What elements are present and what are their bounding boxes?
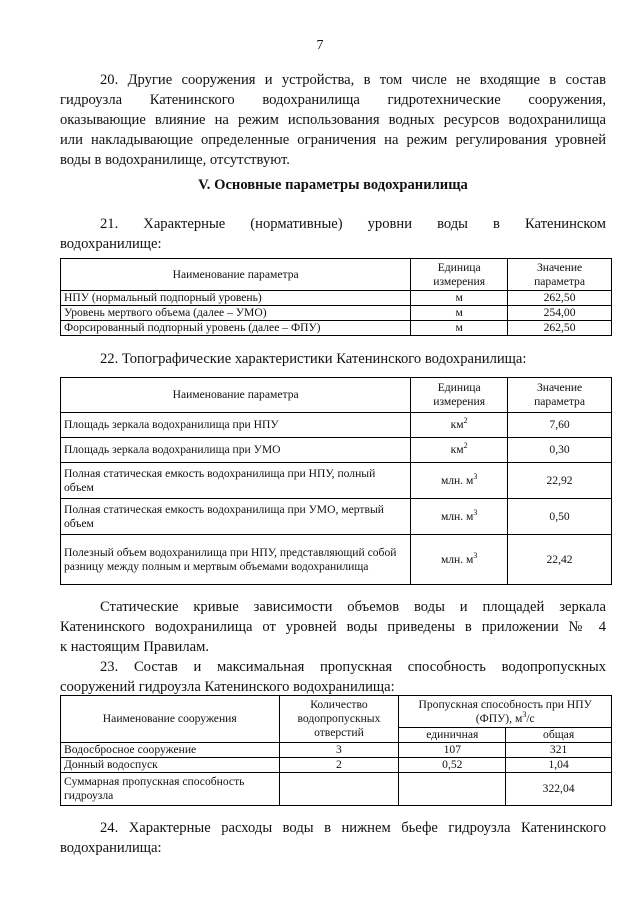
table-row <box>61 306 612 321</box>
table-cell: Площадь зеркала водохранилища при НПУ <box>61 413 411 438</box>
unit-cell: млн. $м^3$ <box>411 463 508 499</box>
paragraph-24-line-2: водохранилища: <box>60 840 162 856</box>
paragraph-20-line-1: 20. Другие сооружения и устройства, в том числе не входящие в состав <box>100 72 607 88</box>
table-cell: м <box>411 306 508 321</box>
table-row <box>61 291 612 306</box>
water-levels-table <box>60 258 612 336</box>
paragraph-21 <box>60 214 606 254</box>
column-header: Пропускная способность при НПУ (ФПУ), $м^3/с$ <box>399 696 612 728</box>
table-cell: 321 <box>506 743 612 758</box>
table-cell: 322,04 <box>506 773 612 806</box>
paragraph-20-line-4: или накладывающие определенные ограничения на режим регулирования уровней <box>60 132 606 148</box>
column-header: Наименование сооружения <box>61 696 280 743</box>
table-cell: 262,50 <box>508 291 612 306</box>
table-cell: Водосбросное сооружение <box>61 743 280 758</box>
unit-cell: $км^2$ <box>411 438 508 463</box>
paragraph-21-line-2: водохранилище: <box>60 236 162 252</box>
table-cell: 0,52 <box>399 758 506 773</box>
table-row <box>61 438 612 463</box>
table-cell: Суммарная пропускная способность гидроузла <box>61 773 280 806</box>
table-cell: м <box>411 321 508 336</box>
table-cell: 262,50 <box>508 321 612 336</box>
section-heading: V. Основные параметры водохранилища <box>198 177 468 193</box>
table-row <box>61 463 612 499</box>
table-header-row <box>61 259 612 291</box>
paragraph-20 <box>60 70 606 170</box>
paragraph-20-line-5: воды в водохранилище, отсутствуют. <box>60 152 290 168</box>
table-row <box>61 413 612 438</box>
table-header-row <box>61 696 612 728</box>
table-cell: 254,00 <box>508 306 612 321</box>
spillway-structures-table <box>60 695 612 806</box>
table-cell: Донный водоспуск <box>61 758 280 773</box>
paragraph-23-line-1: 23. Состав и максимальная пропускная способность водопропускных <box>100 659 606 675</box>
page-number: 7 <box>316 38 324 53</box>
table-cell: м <box>411 291 508 306</box>
table-row <box>61 535 612 585</box>
table-cell: 3 <box>279 743 399 758</box>
paragraph-24-line-1: 24. Характерные расходы воды в нижнем бьефе гидроузла Катенинского <box>100 820 606 836</box>
paragraph-curves-line-3: к настоящим Правилам. <box>60 639 210 655</box>
unit-cell: млн. $м^3$ <box>411 499 508 535</box>
table-cell: Полезный объем водохранилища при НПУ, представляющий собой разницу между полным и мертвым объемами водохранилища <box>61 535 411 585</box>
paragraph-20-line-3: оказывающие влияние на режим использования водных ресурсов водохранилища <box>60 112 606 128</box>
table-cell: 2 <box>279 758 399 773</box>
paragraph-22: 22. Топографические характеристики Катенинского водохранилища: <box>100 351 527 367</box>
table-cell: 7,60 <box>508 413 612 438</box>
paragraph-23 <box>60 657 606 697</box>
column-header: Значение параметра <box>508 378 612 413</box>
column-header: общая <box>506 728 612 743</box>
table-cell <box>399 773 506 806</box>
paragraph-24 <box>60 818 606 858</box>
column-header: Единица измерения <box>411 259 508 291</box>
table-header-row <box>61 378 612 413</box>
table-row <box>61 773 612 806</box>
table-row <box>61 743 612 758</box>
unit-cell: млн. $м^3$ <box>411 535 508 585</box>
table-cell: 22,42 <box>508 535 612 585</box>
paragraph-curves <box>60 597 606 657</box>
topographic-table <box>60 377 612 585</box>
column-header: Единица измерения <box>411 378 508 413</box>
table-cell: Полная статическая емкость водохранилища при НПУ, полный объем <box>61 463 411 499</box>
column-header: Значение параметра <box>508 259 612 291</box>
column-header: Количество водопропускных отверстий <box>279 696 399 743</box>
table-row <box>61 321 612 336</box>
paragraph-20-line-2: гидроузла Катенинского водохранилища гидротехнические сооружения, <box>60 92 606 108</box>
paragraph-curves-line-1: Статические кривые зависимости объемов воды и площадей зеркала <box>100 599 606 615</box>
column-header: Наименование параметра <box>61 259 411 291</box>
table-cell: 107 <box>399 743 506 758</box>
table-cell: 22,92 <box>508 463 612 499</box>
table-cell: 0,30 <box>508 438 612 463</box>
table-cell: 0,50 <box>508 499 612 535</box>
table-cell: Уровень мертвого объема (далее – УМО) <box>61 306 411 321</box>
table-cell: НПУ (нормальный подпорный уровень) <box>61 291 411 306</box>
table-cell: Форсированный подпорный уровень (далее – ФПУ) <box>61 321 411 336</box>
table-row <box>61 758 612 773</box>
table-cell <box>279 773 399 806</box>
paragraph-21-line-1: 21. Характерные (нормативные) уровни воды в Катенинском <box>100 216 606 232</box>
table-row <box>61 499 612 535</box>
paragraph-23-line-2: сооружений гидроузла Катенинского водохранилища: <box>60 679 395 695</box>
table-cell: Площадь зеркала водохранилища при УМО <box>61 438 411 463</box>
column-header: единичная <box>399 728 506 743</box>
table-cell: 1,04 <box>506 758 612 773</box>
column-header: Наименование параметра <box>61 378 411 413</box>
unit-cell: $км^2$ <box>411 413 508 438</box>
table-cell: Полная статическая емкость водохранилища при УМО, мертвый объем <box>61 499 411 535</box>
paragraph-curves-line-2: Катенинского водохранилища от уровней воды приведены в приложении № 4 <box>60 619 606 635</box>
